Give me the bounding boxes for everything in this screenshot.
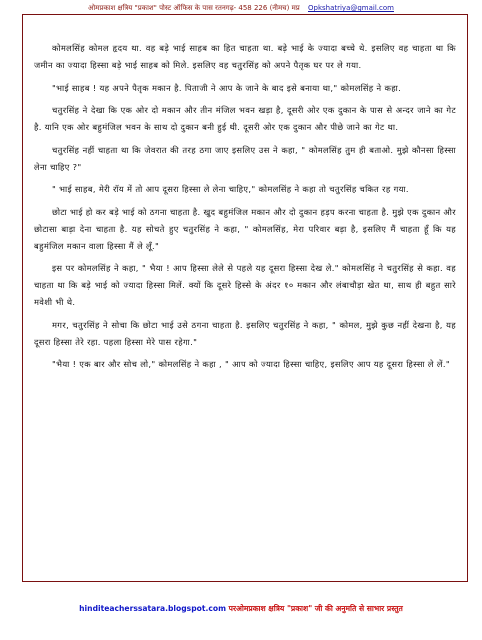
paragraph-2: "भाई साहब ! यह अपने पैतृक मकान है. पिताजी ने आप के जाने के बाद इसे बनाया था," कोमलसिंह ने कहा. [52,82,402,93]
page-footer [0,604,482,614]
story-body [34,40,456,379]
header-text: ओमप्रकाश क्षत्रिय "प्रकाश" पोस्ट ऑफिस के पास रतनगढ़- 458 226 (नीमच) मप्र [88,4,300,12]
page-header [0,4,482,13]
paragraph-9: "भैया ! एक बार और सोच लो," कोमलसिंह ने कहा , " आप को ज्यादा हिस्सा चाहिए, इसलिए आप यह दूसरा हिस्सा ले लें." [52,359,451,369]
paragraph-7: इस पर कोमलसिंह ने कहा, " भैया ! आप हिस्सा लेले से पहले यह दूसरा हिस्सा देख ले." कोमलसिंह ने चतुरसिंह से कहा. वह चाहता था कि बड़े भाई को ज्यादा हिस्सा मिलें. क्यों कि दूसरे हिस्से के अंदर १० मकान और लंबाचौड़ा खेत था, साथ ही बहुत सारे मवेशी भी थे. [34,263,456,307]
footer-credit: परओमप्रकाश क्षत्रिय "प्रकाश" जी की अनुमति से साभार प्रस्तुत [226,604,403,613]
paragraph-8: मगर, चतुरसिंह ने सोचा कि छोटा भाई उसे ठगना चाहता है. इसलिए चतुरसिंह ने कहा, " कोमल, मुझे कुछ नहीं देखना है, यह दूसरा हिस्सा तेरे रहा. पहला हिस्सा मेरे पास रहेगा." [34,319,456,347]
paragraph-1: कोमलसिंह कोमल हृदय था. वह बड़े भाई साहब का हित चाहता था. बड़े भाई के ज्यादा बच्चे थे. इसलिए वह चाहता था कि जमीन का ज्यादा हिस्सा बड़े भाई साहब को मिले. इसलिए वह चतुरसिंह को अपने पैतृक घर पर ले गया. [34,43,456,70]
paragraph-6: छोटा भाई हो कर बड़े भाई को ठगना चाहता है. खुद बहुमंजिल मकान और दो दुकान हड़प करना चाहता है. मुझे एक दुकान और छोटासा बाड़ा देना चाहता है. यह सोचते हुए चतुरसिंह ने कहा, " कोमलसिंह, मेरा परिवार बड़ा है, इसलिए मैं चाहता हूँ कि यह बहुमंजिल मकान वाला हिस्सा मैं ले लूँ." [34,206,456,251]
footer-site-link[interactable]: hinditeacherssatara.blogspot.com [79,604,226,613]
paragraph-4: चतुरसिंह नहीं चाहता था कि जेवरात की तरह ठगा जाए इसलिए उस ने कहा, " कोमलसिंह तुम ही बताओ. मुझे कौनसा हिस्सा लेना चाहिए ?" [34,144,456,172]
paragraph-5: " भाई साहब, मेरी रॉय में तो आप दूसरा हिस्सा ले लेना चाहिए," कोमलसिंह ने कहा तो चतुरसिंह चकित रह गया. [52,184,409,194]
paragraph-3: चतुरसिंह ने देखा कि एक ओर दो मकान और तीन मंजिल भवन खड़ा है, दूसरी ओर एक दुकान के पास से अन्दर जाने का गेट है. यानि एक ओर बहुमंजिल भवन के साथ दो दुकान बनी हुई थी. दूसरी ओर एक दुकान और पीछे जाने का गेट था. [34,105,456,132]
header-email-link[interactable]: Opkshatriya@gmail.com [307,4,394,12]
